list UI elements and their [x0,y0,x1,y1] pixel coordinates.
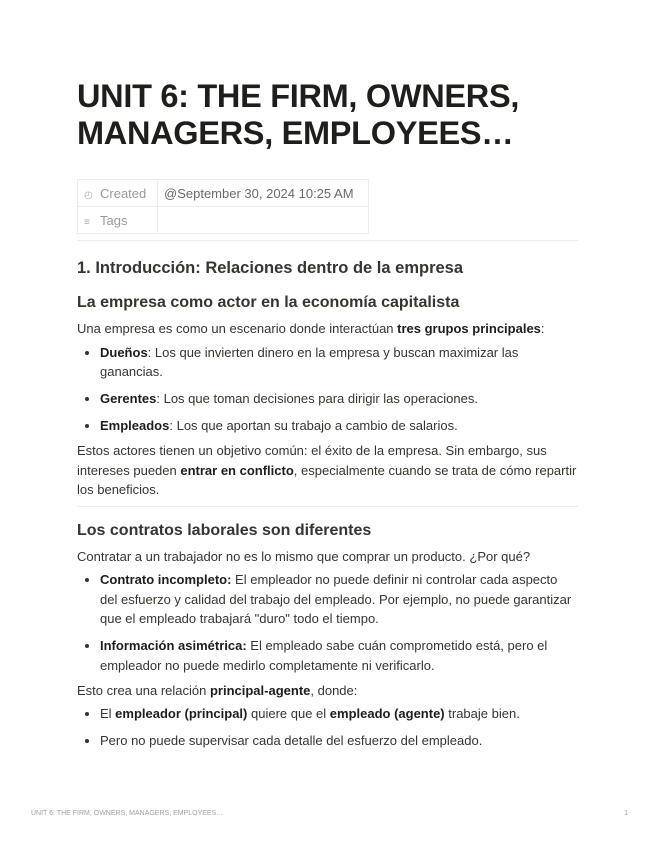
paragraph: Esto crea una relación principal-agente, donde: [77,682,358,698]
clock-icon: ◴ [84,189,93,201]
list-icon: ≡ [84,216,90,228]
document [77,78,578,758]
property-value[interactable] [158,207,369,234]
list-item: • El empleador (principal) quiere que el empleado (agente) trabaje bien. [100,704,578,724]
property-value[interactable]: @September 30, 2024 10:25 AM [158,180,369,207]
divider [77,506,578,507]
list-item: • Dueños: Los que invierten dinero en la empresa y buscan maximizar las ganancias. [100,343,578,382]
bullet-list [77,704,578,751]
property-tags [78,207,369,234]
property-label: Created [100,185,147,201]
property-created [78,180,369,207]
property-label: Tags [100,212,128,228]
paragraph: Una empresa es como un escenario donde interactúan tres grupos principales: [77,321,545,336]
bullet-list [77,343,578,436]
paragraph: Contratar a un trabajador no es lo mismo que comprar un producto. ¿Por qué? [77,548,531,564]
section-heading: 1. Introducción: Relaciones dentro de la empresa [77,259,464,277]
page-number: 1 [624,810,628,817]
paragraph: Estos actores tienen un objetivo común: el éxito de la empresa. Sin embargo, sus intereses pueden entrar en conflicto, especialmente cuando se trata de cómo repartir los beneficios. [77,443,577,497]
page-footer [31,810,628,817]
bullet-list [77,570,578,675]
subsection-heading: Los contratos laborales son diferentes [77,521,372,539]
properties-table [77,179,369,234]
list-item: • Información asimétrica: El empleado sabe cuán comprometido está, pero el empleador no puede medirlo completamente ni verificarlo. [100,636,578,675]
page-title: UNIT 6: THE FIRM, OWNERS, MANAGERS, EMPLOYEES… [77,78,520,151]
divider [77,240,578,241]
list-item: • Empleados: Los que aportan su trabajo a cambio de salarios. [100,416,578,436]
list-item: • Pero no puede supervisar cada detalle del esfuerzo del empleado. [100,731,578,751]
list-item: • Contrato incompleto: El empleador no puede definir ni controlar cada aspecto del esfuerzo y calidad del trabajo del empleado. Por ejemplo, no puede garantizar que el empleado trabajará "duro" todo el tiempo. [100,570,578,629]
list-item: • Gerentes: Los que toman decisiones para dirigir las operaciones. [100,389,578,409]
subsection-heading: La empresa como actor en la economía capitalista [77,294,460,311]
footer-title: UNIT 6: THE FIRM, OWNERS, MANAGERS, EMPLOYEES… [31,810,224,817]
